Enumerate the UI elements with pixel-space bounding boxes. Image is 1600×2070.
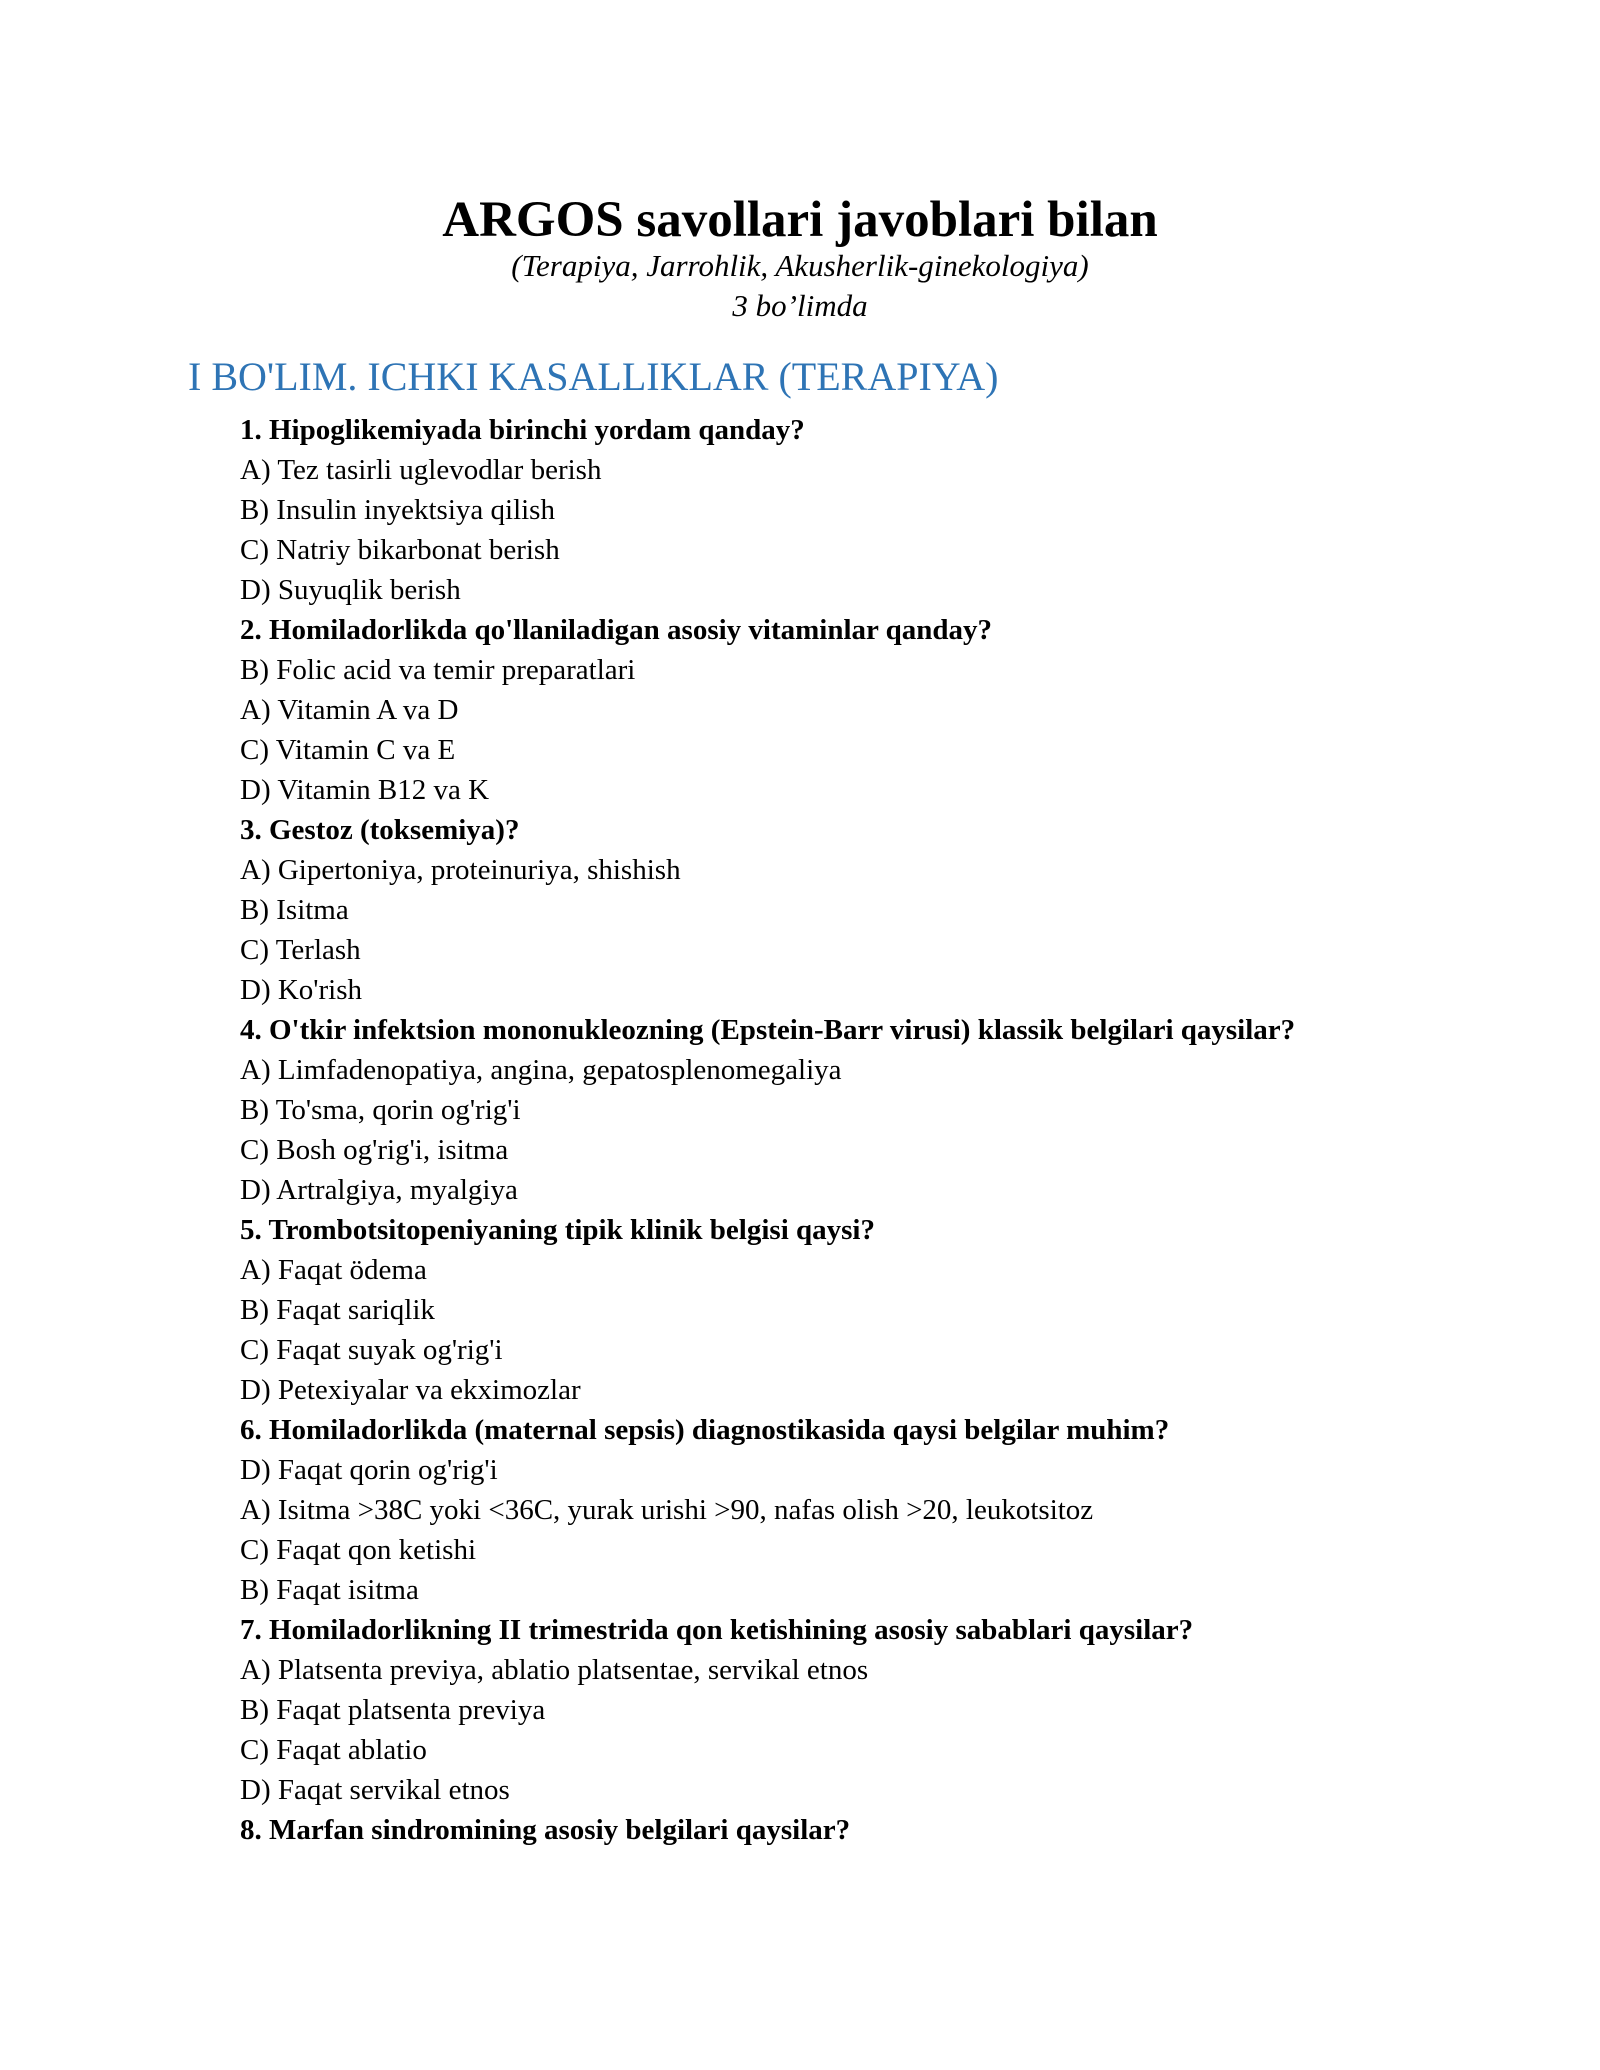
document-subtitle: (Terapiya, Jarrohlik, Akusherlik-ginekologiya) bbox=[511, 248, 1089, 283]
answer-option: D) Ko'rish bbox=[240, 974, 363, 1006]
answer-option: B) Faqat isitma bbox=[240, 1574, 419, 1606]
question-text: 5. Trombotsitopeniyaning tipik klinik belgisi qaysi? bbox=[240, 1214, 875, 1246]
question-text: 3. Gestoz (toksemiya)? bbox=[240, 814, 520, 846]
answer-option: D) Petexiyalar va ekximozlar bbox=[240, 1374, 581, 1406]
answer-option: B) Faqat sariqlik bbox=[240, 1294, 435, 1326]
answer-option: C) Faqat qon ketishi bbox=[240, 1534, 477, 1566]
answer-option: A) Gipertoniya, proteinuriya, shishish bbox=[240, 854, 681, 886]
answer-option: D) Suyuqlik berish bbox=[240, 574, 461, 606]
answer-option: A) Isitma >38C yoki <36C, yurak urishi >90, nafas olish >20, leukotsitoz bbox=[240, 1494, 1094, 1526]
answer-option: B) Isitma bbox=[240, 894, 349, 926]
answer-option: C) Natriy bikarbonat berish bbox=[240, 534, 560, 566]
answer-option: C) Vitamin C va E bbox=[240, 734, 456, 766]
answer-option: C) Faqat suyak og'rig'i bbox=[240, 1334, 503, 1366]
answer-option: C) Bosh og'rig'i, isitma bbox=[240, 1134, 509, 1166]
question-item bbox=[240, 810, 1540, 1010]
question-item bbox=[240, 1210, 1540, 1410]
question-item bbox=[240, 1410, 1540, 1610]
answer-option: D) Artralgiya, myalgiya bbox=[240, 1174, 518, 1206]
answer-option: A) Faqat ödema bbox=[240, 1254, 427, 1286]
question-text: 2. Homiladorlikda qo'llaniladigan asosiy vitaminlar qanday? bbox=[240, 614, 993, 646]
question-item bbox=[240, 1610, 1540, 1810]
answer-option: A) Limfadenopatiya, angina, gepatosplenomegaliya bbox=[240, 1054, 842, 1086]
answer-option: B) Faqat platsenta previya bbox=[240, 1694, 546, 1726]
section-heading: I BO'LIM. ICHKI KASALLIKLAR (TERAPIYA) bbox=[188, 354, 999, 399]
question-item bbox=[240, 610, 1540, 810]
answer-option: D) Faqat qorin og'rig'i bbox=[240, 1454, 498, 1486]
answer-option: A) Vitamin A va D bbox=[240, 694, 459, 726]
question-item bbox=[240, 1810, 1540, 1850]
question-text: 7. Homiladorlikning II trimestrida qon ketishining asosiy sabablari qaysilar? bbox=[240, 1614, 1194, 1646]
answer-option: D) Faqat servikal etnos bbox=[240, 1774, 510, 1806]
question-text: 6. Homiladorlikda (maternal sepsis) diagnostikasida qaysi belgilar muhim? bbox=[240, 1414, 1170, 1446]
question-text: 1. Hipoglikemiyada birinchi yordam qanday? bbox=[240, 414, 805, 446]
answer-option: B) To'sma, qorin og'rig'i bbox=[240, 1094, 521, 1126]
answer-option: B) Insulin inyektsiya qilish bbox=[240, 494, 555, 526]
answer-option: C) Faqat ablatio bbox=[240, 1734, 427, 1766]
question-item bbox=[240, 410, 1540, 610]
question-text: 8. Marfan sindromining asosiy belgilari qaysilar? bbox=[240, 1814, 851, 1846]
question-item bbox=[240, 1010, 1540, 1210]
question-list bbox=[240, 410, 1540, 1850]
answer-option: A) Platsenta previya, ablatio platsentae, servikal etnos bbox=[240, 1654, 869, 1686]
answer-option: A) Tez tasirli uglevodlar berish bbox=[240, 454, 602, 486]
document-parts-note: 3 bo’limda bbox=[732, 288, 868, 323]
document-title: ARGOS savollari javoblari bilan bbox=[442, 192, 1158, 248]
answer-option: B) Folic acid va temir preparatlari bbox=[240, 654, 636, 686]
answer-option: D) Vitamin B12 va K bbox=[240, 774, 490, 806]
question-text: 4. O'tkir infektsion mononukleozning (Epstein-Barr virusi) klassik belgilari qaysilar? bbox=[240, 1014, 1296, 1046]
answer-option: C) Terlash bbox=[240, 934, 361, 966]
